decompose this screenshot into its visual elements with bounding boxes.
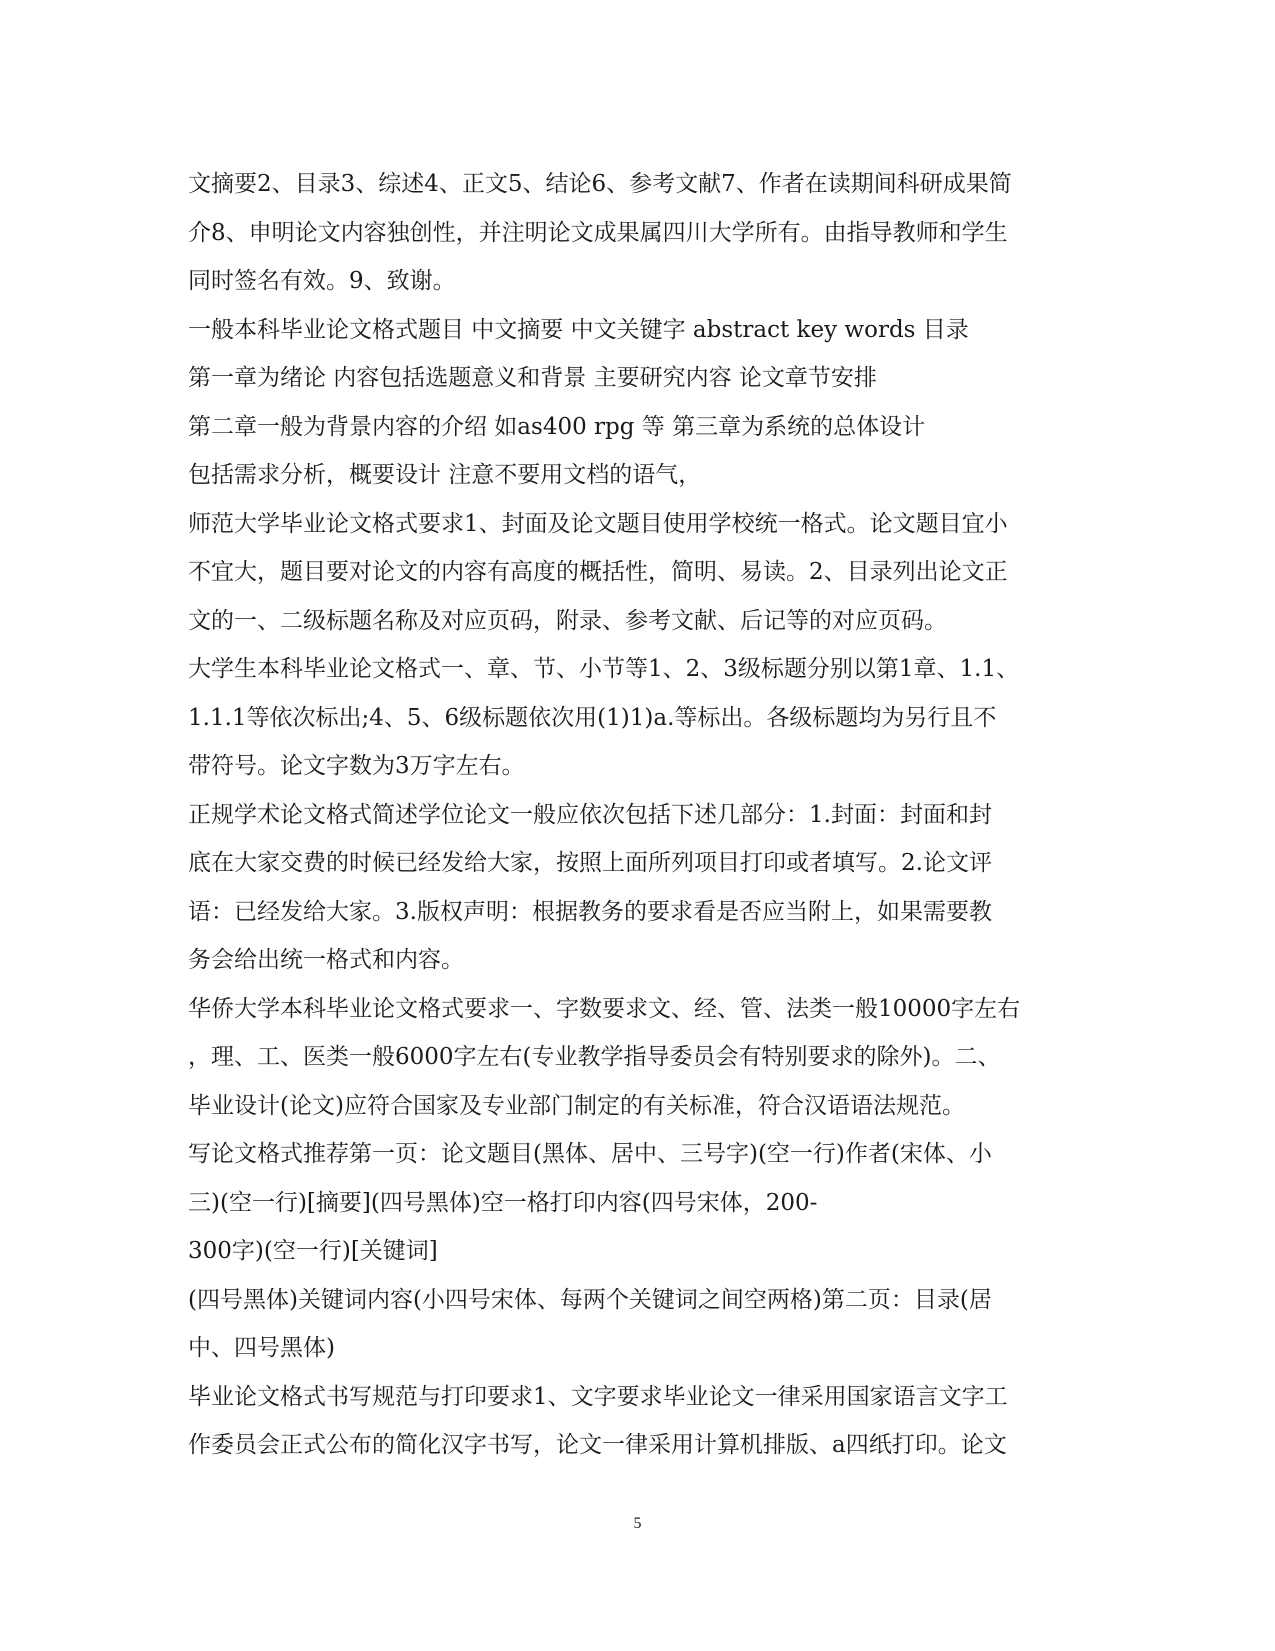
text-line: 语：已经发给大家。3.版权声明：根据教务的要求看是否应当附上，如果需要教 [188,898,992,925]
text-line: (四号黑体)关键词内容(小四号宋体、每两个关键词之间空两格)第二页：目录(居 [188,1286,992,1313]
text-line: 第二章一般为背景内容的介绍 如as400 rpg 等 第三章为系统的总体设计 [188,413,926,440]
text-line: 正规学术论文格式简述学位论文一般应依次包括下述几部分：1.封面：封面和封 [188,801,992,828]
text-line: 不宜大，题目要对论文的内容有高度的概括性，简明、易读。2、目录列出论文正 [188,559,1008,585]
text-line: 写论文格式推荐第一页：论文题目(黑体、居中、三号字)(空一行)作者(宋体、小 [188,1141,992,1167]
text-line: 带符号。论文字数为3万字左右。 [188,753,525,779]
text-line: 1.1.1等依次标出;4、5、6级标题依次用(1)1)a.等标出。各级标题均为另行且不 [188,704,997,731]
text-line: 底在大家交费的时候已经发给大家，按照上面所列项目打印或者填写。2.论文评 [188,850,992,876]
text-line: ，理、工、医类一般6000字左右(专业教学指导委员会有特别要求的除外)。二、 [188,1044,1001,1070]
body-text [188,160,1088,1470]
text-line: 300字)(空一行)[关键词] [188,1238,438,1264]
text-line: 包括需求分析，概要设计 注意不要用文档的语气， [188,462,702,488]
text-line: 华侨大学本科毕业论文格式要求一、字数要求文、经、管、法类一般10000字左右 [188,995,1021,1022]
page-number: 5 [633,1515,642,1532]
text-line: 文摘要2、目录3、综述4、正文5、结论6、参考文献7、作者在读期间科研成果简 [188,171,1012,197]
text-line: 三)(空一行)[摘要](四号黑体)空一格打印内容(四号宋体，200- [188,1189,818,1216]
text-line: 毕业论文格式书写规范与打印要求1、文字要求毕业论文一律采用国家语言文字工 [188,1383,1008,1410]
text-line: 大学生本科毕业论文格式一、章、节、小节等1、2、3级标题分别以第1章、1.1、 [188,656,1020,682]
text-line: 一般本科毕业论文格式题目 中文摘要 中文关键字 abstract key words 目录 [188,316,969,343]
text-line: 务会给出统一格式和内容。 [188,947,464,973]
text-line: 师范大学毕业论文格式要求1、封面及论文题目使用学校统一格式。论文题目宜小 [188,510,1008,537]
text-line: 第一章为绪论 内容包括选题意义和背景 主要研究内容 论文章节安排 [188,365,877,391]
text-line: 介8、申明论文内容独创性，并注明论文成果属四川大学所有。由指导教师和学生 [188,219,1008,246]
text-line: 毕业设计(论文)应符合国家及专业部门制定的有关标准，符合汉语语法规范。 [188,1092,965,1119]
text-line: 文的一、二级标题名称及对应页码，附录、参考文献、后记等的对应页码。 [188,607,947,634]
text-line: 中、四号黑体) [188,1335,335,1361]
text-line: 作委员会正式公布的简化汉字书写，论文一律采用计算机排版、a四纸打印。论文 [188,1432,1007,1458]
text-line: 同时签名有效。9、致谢。 [188,268,456,294]
